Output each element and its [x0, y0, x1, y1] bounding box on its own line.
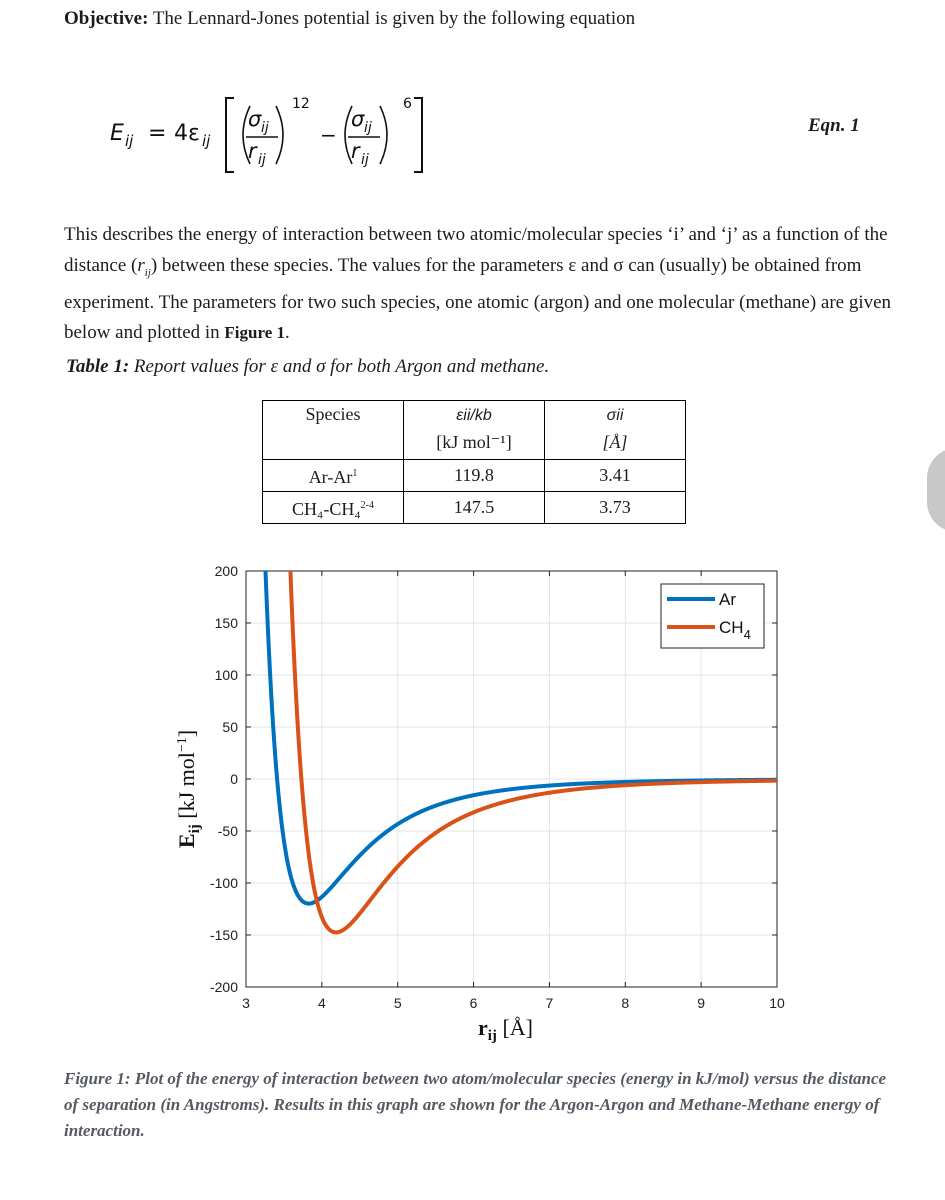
eq-exponent-12: 12	[292, 96, 310, 112]
x-tick-label: 6	[469, 995, 478, 1011]
lj-potential-plot	[160, 548, 800, 1058]
objective-label: Objective:	[64, 8, 149, 29]
y-tick-label: 50	[222, 719, 238, 735]
y-tick-label: 100	[214, 667, 238, 683]
figure-caption: Figure 1: Plot of the energy of interaction between two atom/molecular species (energy in kJ/mol) versus the distance of separation (in Angstroms). Results in this graph are shown for the Argon-Argon and Methane-Methane energy of interaction.	[64, 1069, 887, 1140]
x-tick-label: 3	[242, 995, 250, 1011]
legend-label-ch4: $CH_4$	[719, 618, 751, 642]
eq-r-2: r	[351, 139, 360, 163]
y-tick-label: -150	[209, 927, 238, 943]
scroll-handle[interactable]	[927, 448, 945, 532]
y-tick-label: 200	[214, 563, 238, 579]
objective-text: The Lennard-Jones potential is given by the following equation	[152, 8, 636, 29]
x-tick-label: 9	[697, 995, 706, 1011]
header-species: Species	[263, 401, 404, 460]
x-tick-label: 8	[621, 995, 630, 1011]
x-tick-label: 5	[393, 995, 402, 1011]
description-paragraph: This describes the energy of interaction between two atomic/molecular species ‘i’ and ‘j’ as a function of the distance $(r_{ij})$ between these species. The values for the parameters ε and σ can (usually) be obtained from experiment. The parameters for two such species, one atomic (argon) and one molecular (methane) are given below and plotted in Figure 1.	[64, 224, 892, 344]
svg-text:ij: ij	[261, 120, 269, 136]
legend-label-ar: Ar	[719, 590, 736, 609]
y-axis-label: $E_{ij}$ [kJ mol$^{-1}$]	[174, 729, 203, 849]
table-header-row	[263, 401, 686, 460]
eq-coef: 4ε	[174, 121, 200, 146]
svg-text:ij: ij	[361, 152, 369, 168]
eq-exponent-6: 6	[403, 96, 412, 112]
eq-lhs: E	[110, 121, 124, 146]
eq-sigma-1: σ	[248, 107, 262, 131]
lennard-jones-equation	[108, 90, 448, 180]
eq-lhs-sub: ij	[125, 132, 134, 150]
left-square-bracket	[226, 98, 234, 172]
objective-line	[64, 8, 635, 30]
x-tick-label: 10	[769, 995, 785, 1011]
svg-text:ij: ij	[258, 152, 266, 168]
equation-label: Eqn. 1	[808, 115, 860, 136]
y-tick-label: -100	[209, 875, 238, 891]
eq-equals: =	[148, 121, 167, 146]
right-square-bracket	[414, 98, 422, 172]
header-sigma: σii [Å]	[545, 401, 686, 460]
eq-r-1: r	[248, 139, 257, 163]
y-tick-label: -200	[209, 979, 238, 995]
header-epsilon: εii/kb [kJ mol⁻¹]	[404, 401, 545, 460]
table-row: Ar-Ar$^1$ 119.8 3.41	[263, 460, 686, 492]
svg-text:ij: ij	[364, 120, 372, 136]
eq-coef-sub: ij	[202, 132, 211, 150]
parameters-table	[262, 400, 686, 524]
x-axis-label: $r_{ij}$ [Å]	[478, 1015, 533, 1044]
x-tick-label: 7	[545, 995, 554, 1011]
x-tick-label: 4	[317, 995, 326, 1011]
y-tick-label: 150	[214, 615, 238, 631]
y-tick-label: 0	[230, 771, 238, 787]
table-caption: Table 1: Report values for ε and σ for both Argon and methane.	[66, 356, 550, 377]
y-tick-label: -50	[217, 823, 238, 839]
eq-minus: −	[320, 123, 337, 147]
figure-reference: Figure 1	[224, 323, 286, 343]
eq-sigma-2: σ	[351, 107, 365, 131]
table-row: CH₄-CH₄$^{2-4}$ 147.5 3.73	[263, 492, 686, 524]
